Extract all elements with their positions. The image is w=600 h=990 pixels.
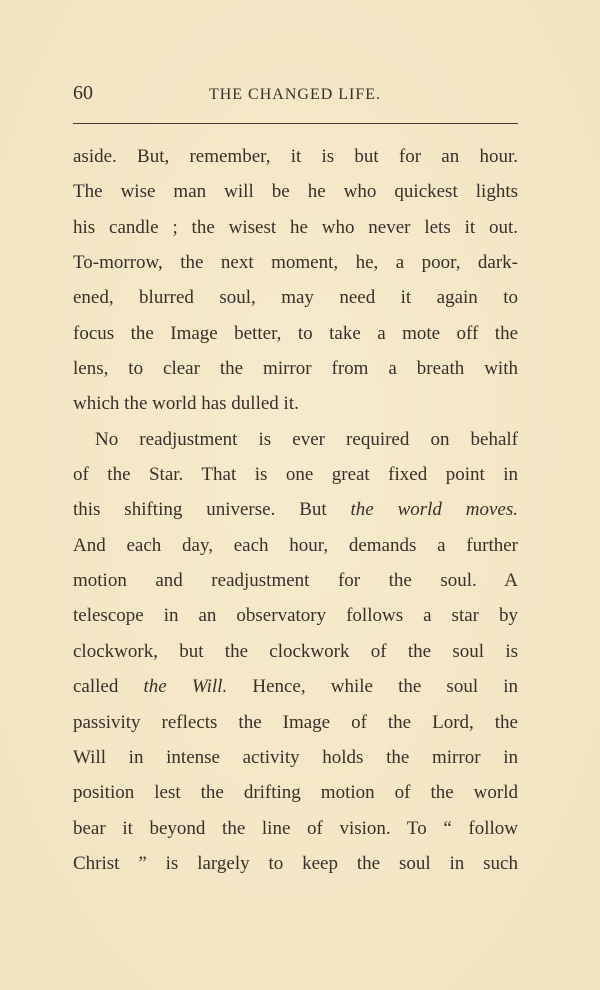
page-number: 60 bbox=[73, 82, 93, 104]
text-line: lens, to clear the mirror from a breath with bbox=[73, 358, 518, 380]
text-line: passivity reflects the Image of the Lord, the bbox=[73, 711, 518, 733]
text-line: ened, blurred soul, may need it again to bbox=[73, 287, 518, 309]
text-line: Christ ” is largely to keep the soul in such bbox=[73, 852, 518, 874]
text-line: of the Star. That is one great fixed point in bbox=[73, 464, 518, 486]
text-span: Hence, while the soul in bbox=[227, 676, 519, 698]
text-line: clockwork, but the clockwork of the soul is bbox=[73, 640, 518, 662]
text-span: called bbox=[73, 676, 144, 698]
text-line: which the world has dulled it. bbox=[73, 393, 299, 415]
text-line: bear it beyond the line of vision. To “ follow bbox=[73, 817, 518, 839]
header-rule bbox=[73, 123, 518, 124]
running-title: THE CHANGED LIFE. bbox=[208, 86, 382, 103]
italic-phrase: the Will. bbox=[143, 676, 228, 698]
italic-phrase: the world moves. bbox=[350, 499, 518, 521]
body-text bbox=[73, 139, 518, 881]
text-line: To-morrow, the next moment, he, a poor, dark- bbox=[73, 252, 518, 274]
text-line: motion and readjustment for the soul. A bbox=[73, 570, 518, 592]
text-line: aside. But, remember, it is but for an hour. bbox=[73, 146, 518, 167]
text-line: focus the Image better, to take a mote off the bbox=[73, 322, 518, 344]
text-line: his candle ; the wisest he who never lets it out. bbox=[73, 216, 518, 238]
text-line: No readjustment is ever required on behalf bbox=[95, 428, 518, 450]
text-line: telescope in an observatory follows a star by bbox=[73, 605, 518, 627]
text-line: Will in intense activity holds the mirror in bbox=[73, 746, 518, 768]
text-line bbox=[73, 492, 518, 527]
text-line: The wise man will be he who quickest lights bbox=[73, 181, 518, 203]
text-line bbox=[73, 669, 518, 704]
text-span: this shifting universe. But bbox=[73, 499, 351, 521]
text-line: position lest the drifting motion of the world bbox=[73, 782, 518, 804]
text-line: And each day, each hour, demands a further bbox=[73, 534, 518, 556]
